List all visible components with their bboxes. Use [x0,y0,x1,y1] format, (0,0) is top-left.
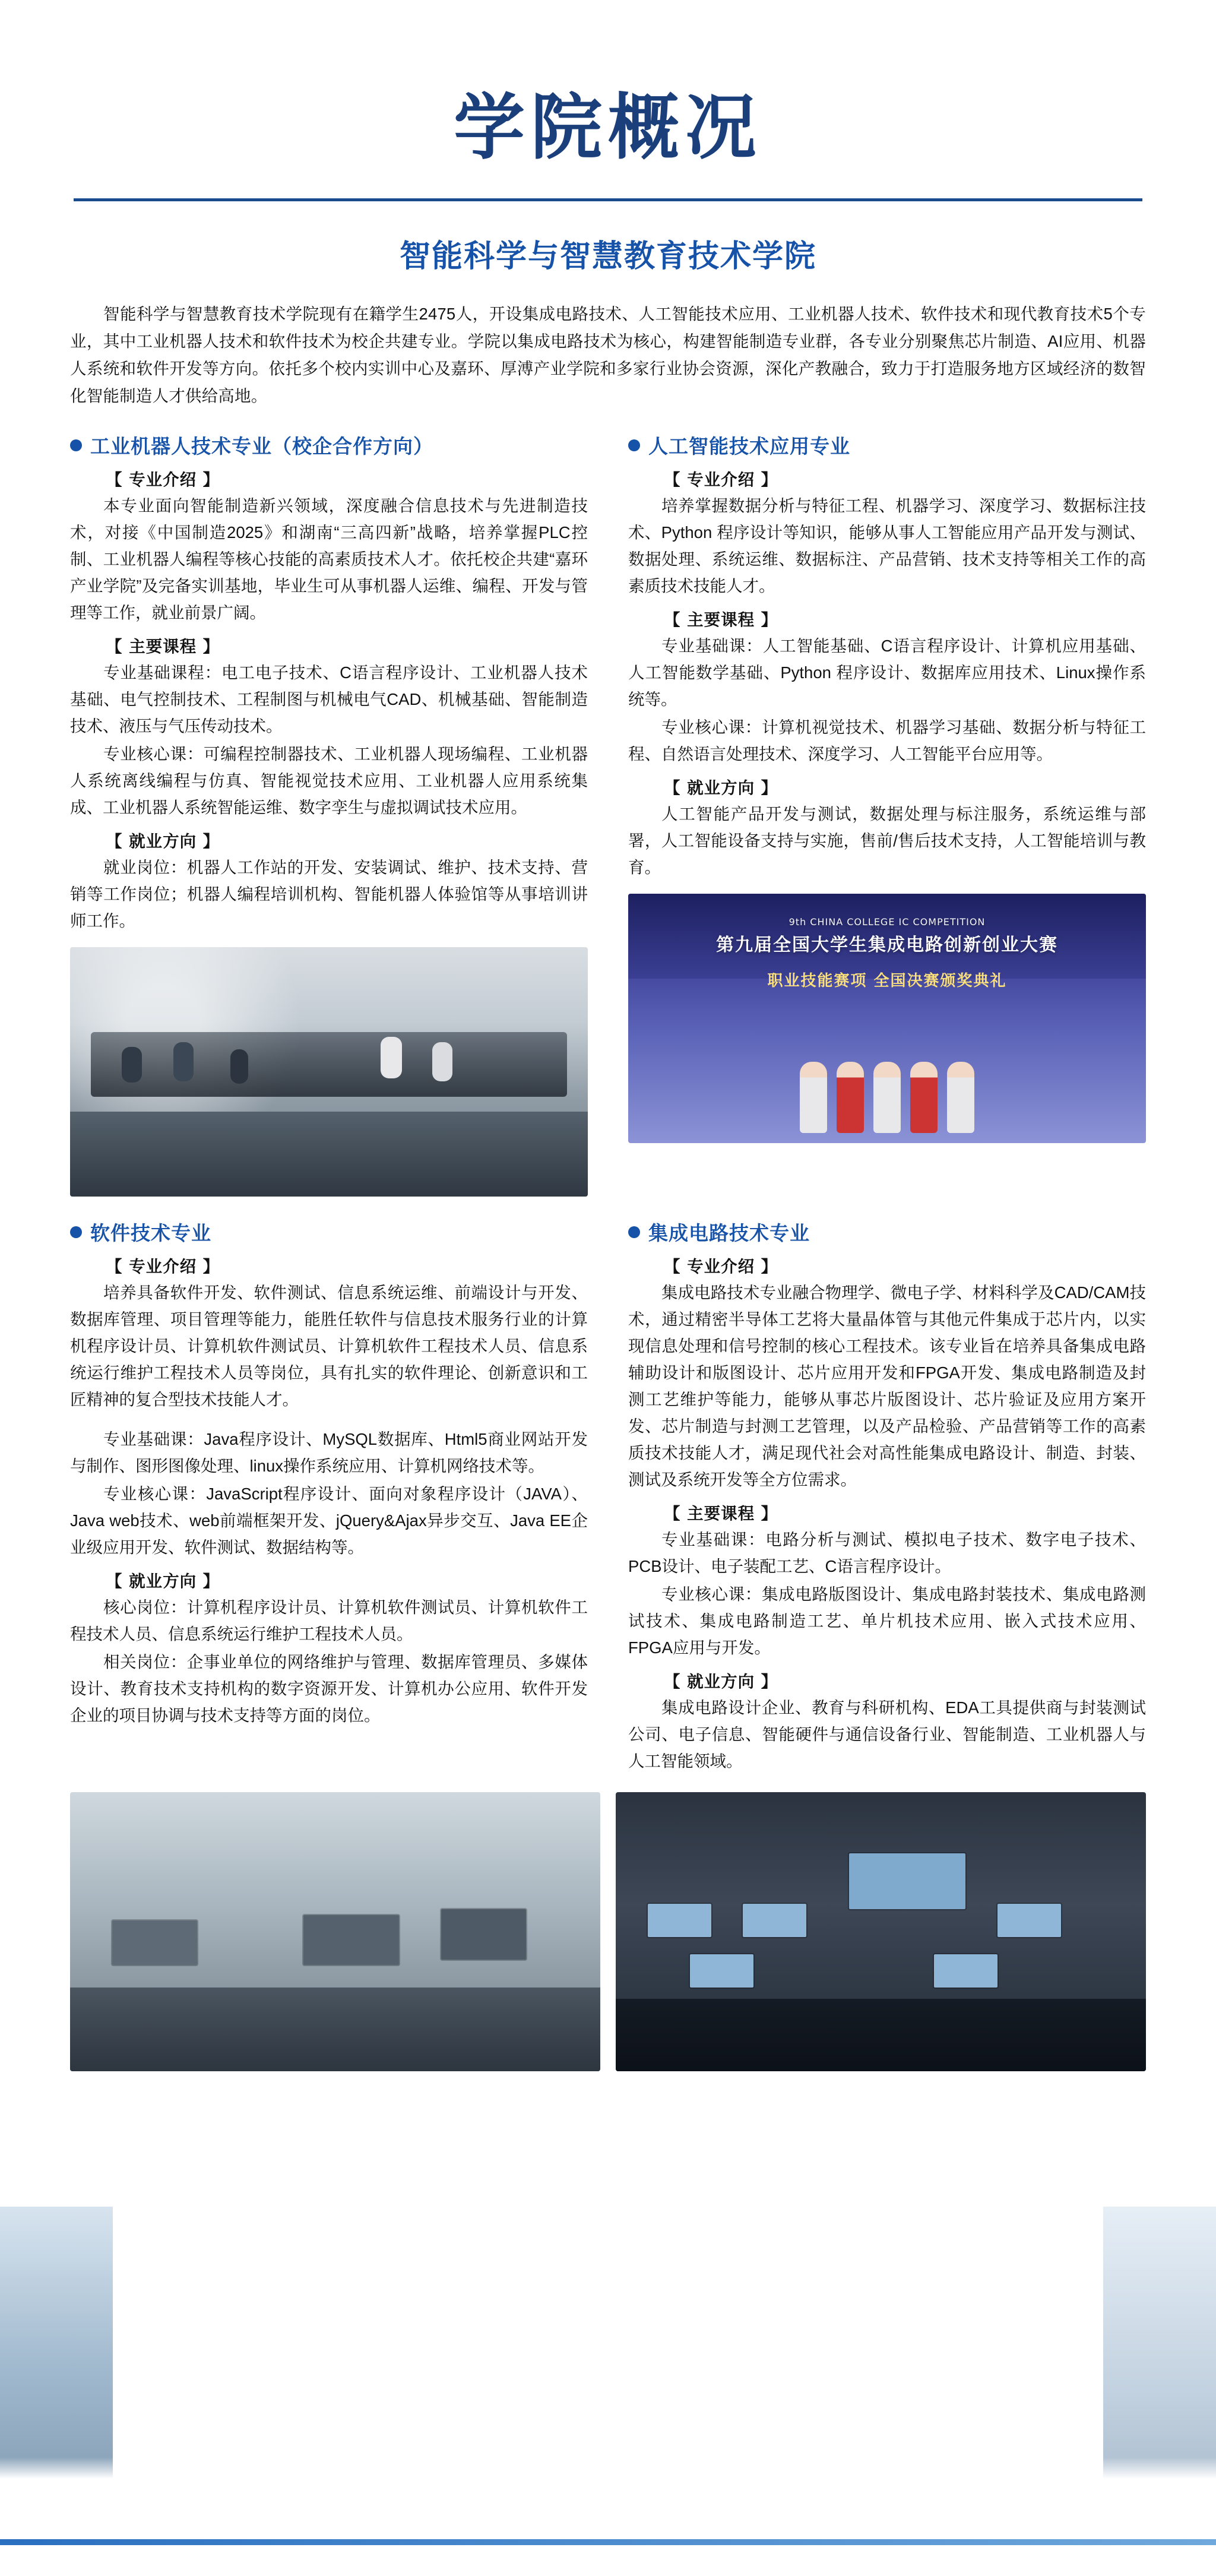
photo-ic-classroom [616,1792,1146,2071]
ic-courses-basic: 专业基础课：电路分析与测试、模拟电子技术、数字电子技术、PCB设计、电子装配工艺、C语言程序设计。 [628,1530,1146,1575]
content-area [0,300,1216,2071]
software-intro: 培养具备软件开发、软件测试、信息系统运维、前端设计与开发、数据库管理、项目管理等能力，能胜任软件与信息技术服务行业的计算机程序设计员、计算机软件测试员、计算机软件工程技术人员、信息系统运行维护工程技术人员等岗位，具有扎实的软件理论、创新意识和工匠精神的复合型技术技能人才。 [70,1283,588,1409]
major-heading-software [70,1218,588,1246]
spacer [70,1413,588,1426]
spacer [70,934,588,947]
major-column-robotics [70,431,608,1197]
software-courses-basic: 专业基础课：Java程序设计、MySQL数据库、Html5商业网站开发与制作、图形图像处理、linux操作系统应用、计算机网络技术等。 [70,1430,588,1475]
competition-title-en: 9th CHINA COLLEGE IC COMPETITION [788,916,986,928]
competition-title-cn: 第九届全国大学生集成电路创新创业大赛 [716,934,1058,955]
college-intro-paragraph: 智能科学与智慧教育技术学院现有在籍学生2475人，开设集成电路技术、人工智能技术应用、工业机器人技术、软件技术和现代教育技术5个专业，其中工业机器人技术和软件技术为校企共建专业。学院以集成电路技术为核心，构建智能制造专业群，各专业分别聚焦芯片制造、AI应用、机器人系统和软件开发等方向。依托多个校内实训中心及嘉环、厚溥产业学院和多家行业协会资源，深化产教融合，致力于打造服务地方区域经济的数智化智能制造人才供给高地。 [70,305,1146,405]
section-label-intro: 【 专业介绍 】 [664,1257,778,1276]
major-title-robotics: 工业机器人技术专业（校企合作方向） [90,435,433,458]
page-title: 学院概况 [454,87,762,169]
competition-subtitle: 职业技能赛项 全国决赛颁奖典礼 [767,972,1007,990]
ic-jobs: 集成电路设计企业、教育与科研机构、EDA工具提供商与封装测试公司、电子信息、智能硬件与通信设备行业、智能制造、工业机器人与人工智能领域。 [628,1698,1146,1770]
section-label-jobs: 【 就业方向 】 [664,779,778,798]
robotics-intro: 本专业面向智能制造新兴领域，深度融合信息技术与先进制造技术，对接《中国制造2025》和湖南“三高四新”战略，培养掌握PLC控制、工业机器人编程等核心技能的高素质技术人才。依托校企共建“嘉环产业学院”及完备实训基地，毕业生可从事机器人运维、编程、开发与管理等工作，就业前景广阔。 [70,496,588,622]
footer-divider [0,2539,1216,2545]
robotics-courses-core: 专业核心课：可编程控制器技术、工业机器人现场编程、工业机器人系统离线编程与仿真、智能视觉技术应用、工业机器人应用系统集成、工业机器人系统智能运维、数字孪生与虚拟调试技术应用。 [70,745,588,817]
majors-row-2 [70,1218,1146,1774]
person-figure [837,1062,864,1133]
major-heading-robotics [70,431,588,459]
major-heading-ai [628,431,1146,459]
ic-courses-core: 专业核心课：集成电路版图设计、集成电路封装技术、集成电路测试技术、集成电路制造工艺、单片机技术应用、嵌入式技术应用、FPGA应用与开发。 [628,1585,1146,1657]
section-label-intro: 【 专业介绍 】 [664,470,778,489]
ic-intro: 集成电路技术专业融合物理学、微电子学、材料科学及CAD/CAM技术，通过精密半导体工艺将大量晶体管与其他元件集成于芯片内，以实现信息处理和信号控制的核心工程技术。该专业旨在培养具备集成电路辅助设计和版图设计、芯片应用开发和FPGA开发、集成电路制造及封测工艺维护等能力，能够从事芯片版图设计、芯片验证及应用方案开发、芯片制造与封测工艺管理，以及产品检验、产品营销等工作的高素质技术技能人才，满足现代社会对高性能集成电路设计、制造、封装、测试及系统开发等全方位需求。 [628,1283,1146,1489]
bottom-photo-row [70,1792,1146,2071]
competition-title [628,916,1146,956]
title-divider [74,198,1142,201]
major-title-ai: 人工智能技术应用专业 [648,435,850,458]
section-label-courses: 【 主要课程 】 [664,1504,778,1523]
section-label-intro: 【 专业介绍 】 [106,470,220,489]
major-column-ai [608,431,1146,1197]
major-column-software [70,1218,608,1774]
bullet-icon [628,439,640,451]
software-jobs-extra: 相关岗位：企事业单位的网络维护与管理、数据库管理员、多媒体设计、教育技术支持机构的数字资源开发、计算机办公应用、软件开发企业的项目协调与技术支持等方面的岗位。 [70,1653,588,1724]
software-jobs: 核心岗位：计算机程序设计员、计算机软件测试员、计算机软件工程技术人员、信息系统运行维护工程技术人员。 [70,1598,588,1643]
person-figure [873,1062,901,1133]
photo-electronics-lab [70,1792,600,2071]
bottom-fade [0,2457,1216,2576]
bullet-icon [70,1226,82,1238]
bullet-icon [70,439,82,451]
bullet-icon [628,1226,640,1238]
section-label-jobs: 【 就业方向 】 [106,1572,220,1591]
section-label-intro: 【 专业介绍 】 [106,1257,220,1276]
college-name: 智能科学与智慧教育技术学院 [399,239,816,274]
ai-courses-core: 专业核心课：计算机视觉技术、机器学习基础、数据分析与特征工程、自然语言处理技术、深度学习、人工智能平台应用等。 [628,718,1146,763]
majors-row-1 [70,431,1146,1197]
spacer [628,881,1146,894]
photo-robotics-lab [70,947,588,1197]
person-figure [910,1062,938,1133]
robotics-jobs: 就业岗位：机器人工作站的开发、安装调试、维护、技术支持、营销等工作岗位；机器人编程培训机构、智能机器人体验馆等从事培训讲师工作。 [70,858,588,930]
major-heading-ic [628,1218,1146,1246]
section-label-courses: 【 主要课程 】 [106,637,220,656]
person-figure [800,1062,827,1133]
section-label-courses: 【 主要课程 】 [664,610,778,629]
section-label-jobs: 【 就业方向 】 [106,832,220,851]
photo-ic-competition [628,894,1146,1143]
software-courses-core: 专业核心课：JavaScript程序设计、面向对象程序设计（JAVA）、Java web技术、web前端框架开发、jQuery&Ajax异步交互、Java EE企业级应用开发、软件测试、数据结构等。 [70,1485,588,1556]
ai-intro: 培养掌握数据分析与特征工程、机器学习、深度学习、数据标注技术、Python 程序设计等知识，能够从事人工智能应用产品开发与测试、数据处理、系统运维、数据标注、产品营销、技术支持等相关工作的高素质技术技能人才。 [628,496,1146,595]
person-figure [947,1062,974,1133]
page-header [0,0,1216,276]
major-title-ic: 集成电路技术专业 [648,1221,810,1245]
robotics-courses-basic: 专业基础课程：电工电子技术、C语言程序设计、工业机器人技术基础、电气控制技术、工程制图与机械电气CAD、机械基础、智能制造技术、液压与气压传动技术。 [70,663,588,735]
major-title-software: 软件技术专业 [90,1221,211,1245]
award-group [628,1018,1146,1133]
ai-jobs: 人工智能产品开发与测试，数据处理与标注服务，系统运维与部署，人工智能设备支持与实施，售前/售后技术支持，人工智能培训与教育。 [628,805,1146,876]
major-column-ic [608,1218,1146,1774]
section-label-jobs: 【 就业方向 】 [664,1672,778,1691]
ai-courses-basic: 专业基础课：人工智能基础、C语言程序设计、计算机应用基础、人工智能数学基础、Python 程序设计、数据库应用技术、Linux操作系统等。 [628,637,1146,708]
